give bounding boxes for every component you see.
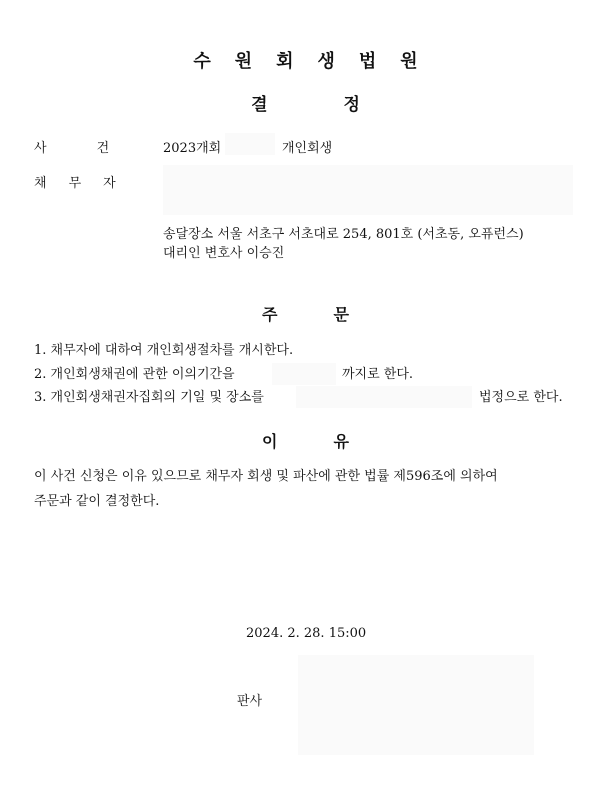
reason-title-char: 유 bbox=[333, 432, 349, 451]
document-title-char: 결 bbox=[251, 95, 268, 115]
redaction-box bbox=[163, 165, 573, 215]
court-name-char: 원 bbox=[234, 51, 253, 72]
order-item-3-end: 법정으로 한다. bbox=[479, 390, 563, 405]
debtor-agent: 대리인 변호사 이승진 bbox=[163, 246, 285, 261]
debtor-label-char: 자 bbox=[103, 176, 116, 191]
document-title bbox=[0, 90, 611, 115]
order-item-1: 1. 채무자에 대하여 개인회생절차를 개시한다. bbox=[34, 343, 294, 358]
decision-date: 2024. 2. 28. 15:00 bbox=[246, 626, 367, 641]
debtor-label-char: 채 bbox=[34, 176, 47, 191]
court-name-char: 생 bbox=[317, 51, 335, 72]
court-name-char: 회 bbox=[276, 51, 294, 72]
reason-text-line-1: 이 사건 신청은 이유 있으므로 채무자 회생 및 파산에 관한 법률 제596조에 의하여 bbox=[34, 469, 498, 484]
order-title bbox=[0, 302, 611, 325]
debtor-address: 송달장소 서울 서초구 서초대로 254, 801호 (서초동, 오퓨런스) bbox=[163, 227, 524, 242]
case-type: 개인회생 bbox=[282, 141, 333, 156]
debtor-label-char: 무 bbox=[68, 176, 82, 191]
order-item-3: 3. 개인회생채권자집회의 기일 및 장소를 bbox=[34, 390, 264, 405]
judge-label: 판사 bbox=[237, 694, 263, 709]
case-label-char: 건 bbox=[96, 141, 110, 156]
order-item-2-end: 까지로 한다. bbox=[342, 367, 414, 382]
court-name-char: 원 bbox=[400, 51, 418, 72]
court-name-char: 수 bbox=[193, 51, 211, 72]
redaction-box bbox=[296, 386, 472, 408]
reason-title-char: 이 bbox=[262, 432, 278, 451]
redaction-box bbox=[225, 133, 275, 155]
document-title-char: 정 bbox=[343, 95, 360, 115]
reason-title bbox=[0, 429, 611, 452]
order-title-char: 주 bbox=[262, 305, 278, 324]
debtor-label bbox=[34, 172, 116, 191]
redaction-box bbox=[272, 363, 336, 385]
order-title-char: 문 bbox=[333, 305, 349, 324]
redaction-box bbox=[298, 655, 534, 755]
case-label bbox=[34, 137, 109, 156]
case-number: 2023개회 bbox=[163, 141, 222, 156]
court-name bbox=[0, 47, 611, 73]
court-name-char: 법 bbox=[358, 51, 377, 72]
reason-text-line-2: 주문과 같이 결정한다. bbox=[34, 494, 160, 509]
case-label-char: 사 bbox=[34, 141, 47, 156]
order-item-2: 2. 개인회생채권에 관한 이의기간을 bbox=[34, 367, 235, 382]
